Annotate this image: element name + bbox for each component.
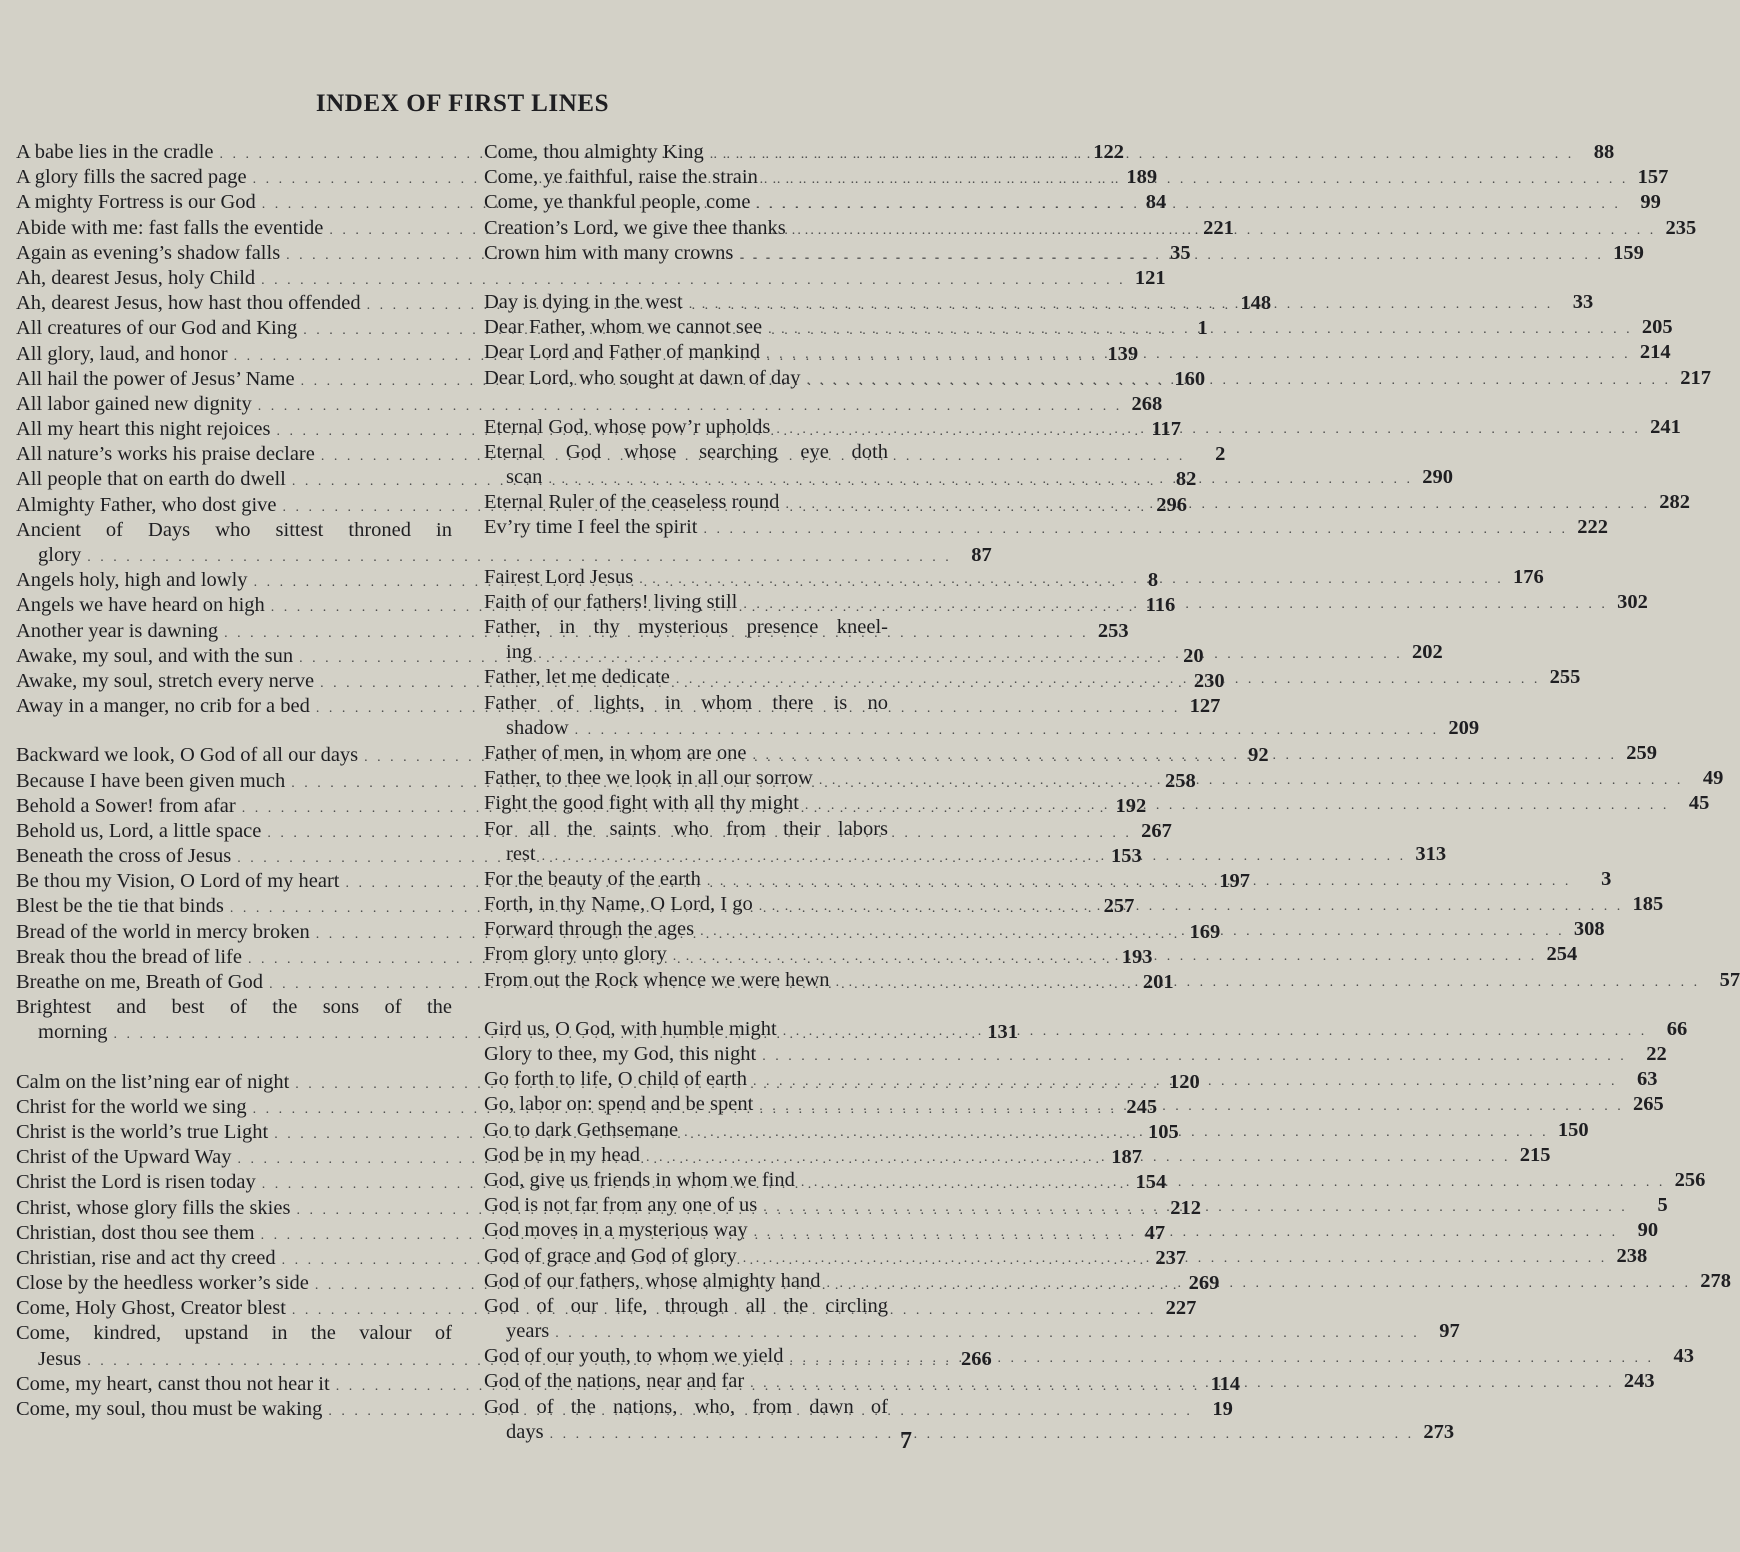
dot-leader xyxy=(739,243,1604,268)
entry-first-line: Fight the good fight with all thy might xyxy=(484,792,799,815)
dot-leader xyxy=(707,869,1572,894)
entry-hymn-number: 266 xyxy=(961,1347,992,1370)
entry-first-line: Behold us, Lord, a little space xyxy=(16,819,262,842)
dot-leader xyxy=(836,970,1701,995)
entry-hymn-number: 33 xyxy=(1572,290,1594,313)
dot-leader xyxy=(555,1321,1420,1346)
entry-hymn-number: 268 xyxy=(1131,392,1163,415)
entry-hymn-number: 82 xyxy=(1175,468,1197,491)
dot-leader xyxy=(785,492,1650,517)
entry-hymn-number: 221 xyxy=(1203,216,1234,239)
entry-first-line: Christ of the Upward Way xyxy=(16,1146,232,1169)
entry-first-line: Faith of our fathers! living still xyxy=(484,590,738,613)
entry-hymn-number: 212 xyxy=(1170,1196,1201,1219)
entry-hymn-number: 290 xyxy=(1422,466,1453,489)
entry-hymn-number: 47 xyxy=(1144,1221,1166,1244)
entry-first-line: Go to dark Gethsemane xyxy=(484,1118,679,1141)
entry-first-line: Come, ye thankful people, come xyxy=(484,191,751,214)
index-entry-first-line xyxy=(484,691,888,716)
entry-first-line-continued: rest xyxy=(506,842,536,865)
dot-leader xyxy=(819,768,1684,793)
entry-hymn-number: 22 xyxy=(1646,1043,1667,1065)
entry-first-line-continued: days xyxy=(506,1420,544,1443)
entry-hymn-number: 90 xyxy=(1637,1219,1659,1242)
page-title: INDEX OF FIRST LINES xyxy=(315,90,610,117)
entry-first-line: Christ is the world’s true Light xyxy=(16,1120,269,1143)
entry-first-line: Father of men, in whom are one xyxy=(484,741,747,764)
index-entry-first-line xyxy=(16,518,452,543)
page-number: 7 xyxy=(900,1428,912,1454)
dot-leader xyxy=(764,167,1629,192)
entry-first-line: All hail the power of Jesus’ Name xyxy=(16,367,295,390)
dot-leader xyxy=(753,1069,1618,1094)
index-entry-first-line xyxy=(484,1294,888,1319)
entry-first-line: God of our life, through all the circling xyxy=(484,1294,888,1317)
entry-first-line: Come, my heart, canst thou not hear it xyxy=(16,1372,330,1395)
entry-hymn-number: 282 xyxy=(1659,491,1690,514)
entry-hymn-number: 122 xyxy=(1093,141,1125,163)
entry-first-line-continued: scan xyxy=(506,466,543,489)
entry-hymn-number: 235 xyxy=(1665,216,1697,239)
entry-first-line: Dear Lord and Father of mankind xyxy=(484,341,761,364)
dot-leader xyxy=(710,142,1575,167)
entry-first-line: For all the saints who from their labors xyxy=(484,817,888,840)
entry-first-line: Eternal Ruler of the ceaseless round xyxy=(484,491,780,514)
dot-leader xyxy=(542,844,1407,869)
entry-hymn-number: 222 xyxy=(1577,516,1608,539)
entry-first-line: Day is dying in the west xyxy=(484,290,683,313)
entry-hymn-number: 131 xyxy=(987,1021,1018,1044)
entry-hymn-number: 192 xyxy=(1115,794,1147,817)
entry-first-line: Close by the heedless worker’s side xyxy=(16,1272,309,1295)
index-entry-first-line xyxy=(484,440,888,465)
entry-hymn-number: 257 xyxy=(1103,895,1135,918)
entry-first-line: Father of lights, in whom there is no xyxy=(484,691,888,714)
entry-hymn-number: 254 xyxy=(1546,943,1578,966)
entry-first-line: Christ, whose glory fills the skies xyxy=(16,1196,291,1219)
entry-hymn-number: 269 xyxy=(1188,1272,1220,1295)
index-entry xyxy=(484,1420,1455,1445)
entry-hymn-number: 176 xyxy=(1512,565,1544,588)
entry-hymn-number: 241 xyxy=(1650,415,1681,438)
entry-first-line: Eternal God, whose pow’r upholds xyxy=(484,415,771,438)
entry-hymn-number: 150 xyxy=(1557,1118,1589,1141)
index-entry xyxy=(484,1319,1460,1344)
entry-first-line: God of the nations, near and far xyxy=(484,1370,745,1393)
entry-first-line: A mighty Fortress is our God xyxy=(16,191,256,214)
entry-first-line: From out the Rock whence we were hewn xyxy=(484,968,830,991)
entry-first-line: Blest be the tie that binds xyxy=(16,895,224,918)
entry-first-line: All labor gained new dignity xyxy=(16,392,252,415)
entry-first-line: Because I have been given much xyxy=(16,769,286,792)
entry-first-line: Break thou the bread of life xyxy=(16,945,242,968)
index-entry-first-line xyxy=(484,615,888,640)
index-entry-first-line xyxy=(484,1395,888,1420)
entry-first-line: Glory to thee, my God, this night xyxy=(484,1043,757,1065)
dot-leader xyxy=(703,517,1568,542)
entry-first-line-continued: years xyxy=(506,1320,550,1343)
entry-hymn-number: 45 xyxy=(1688,792,1710,815)
entry-first-line: Calm on the list’ning ear of night xyxy=(16,1070,290,1093)
entry-hymn-number: 253 xyxy=(1097,619,1129,642)
entry-hymn-number: 313 xyxy=(1415,842,1447,865)
dot-leader xyxy=(538,642,1403,667)
entry-first-line: Brightest and best of the sons of the xyxy=(16,996,452,1019)
entry-first-line: God is not far from any one of us xyxy=(484,1194,758,1217)
entry-first-line: God, give us friends in whom we find xyxy=(484,1168,795,1191)
entry-hymn-number: 121 xyxy=(1134,266,1166,289)
entry-first-line: Eternal God whose searching eye doth xyxy=(484,440,888,463)
entry-first-line: From glory unto glory xyxy=(484,943,667,966)
entry-hymn-number: 84 xyxy=(1145,191,1167,214)
entry-first-line: Awake, my soul, stretch every nerve xyxy=(16,669,315,692)
entry-first-line: Go forth to life, O child of earth xyxy=(484,1068,748,1091)
entry-hymn-number: 116 xyxy=(1145,594,1176,617)
entry-first-line: For the beauty of the earth xyxy=(484,867,701,890)
entry-first-line: Come, my soul, thou must be waking xyxy=(16,1398,323,1420)
entry-first-line: Dear Father, whom we cannot see xyxy=(484,316,763,339)
entry-first-line: Ah, dearest Jesus, holy Child xyxy=(16,266,256,289)
entry-hymn-number: 205 xyxy=(1641,316,1673,339)
entry-hymn-number: 230 xyxy=(1193,669,1225,692)
entry-first-line: Come, kindred, upstand in the valour of xyxy=(16,1322,452,1345)
entry-first-line: All people that on earth do dwell xyxy=(16,468,286,491)
entry-hymn-number: 238 xyxy=(1616,1244,1648,1267)
dot-leader xyxy=(756,192,1621,217)
entry-hymn-number: 265 xyxy=(1633,1093,1664,1116)
entry-hymn-number: 169 xyxy=(1189,920,1221,943)
entry-hymn-number: 243 xyxy=(1623,1370,1655,1393)
dot-leader xyxy=(766,342,1631,367)
index-entry-first-line xyxy=(484,817,888,842)
entry-first-line: Crown him with many crowns xyxy=(484,241,734,264)
entry-hymn-number: 20 xyxy=(1183,644,1204,667)
entry-hymn-number: 256 xyxy=(1674,1168,1706,1191)
entry-first-line: Almighty Father, who dost give xyxy=(16,493,277,516)
dot-leader xyxy=(759,1094,1624,1119)
entry-hymn-number: 127 xyxy=(1189,695,1221,718)
entry-first-line-continued: shadow xyxy=(506,716,569,739)
entry-hymn-number: 35 xyxy=(1170,241,1191,264)
dot-leader xyxy=(783,1019,1648,1044)
entry-hymn-number: 92 xyxy=(1248,744,1269,767)
entry-first-line: God be in my head xyxy=(484,1143,640,1166)
entry-first-line: Christ the Lord is risen today xyxy=(16,1171,256,1194)
dot-leader xyxy=(754,1220,1619,1245)
entry-first-line: Fairest Lord Jesus xyxy=(484,565,634,588)
entry-first-line: All glory, laud, and honor xyxy=(16,342,228,365)
entry-first-line: God of grace and God of glory xyxy=(484,1244,737,1267)
entry-hymn-number: 117 xyxy=(1151,418,1181,441)
entry-hymn-number: 193 xyxy=(1121,945,1153,968)
entry-hymn-number: 66 xyxy=(1666,1017,1688,1040)
index-entry xyxy=(484,640,1443,665)
entry-first-line: Angels holy, high and lowly xyxy=(16,569,248,592)
dot-leader xyxy=(790,1346,1655,1371)
entry-first-line: God of the nations, who, from dawn of xyxy=(484,1395,888,1418)
dot-leader xyxy=(759,894,1624,919)
entry-hymn-number: 215 xyxy=(1519,1143,1551,1166)
entry-first-line: A glory fills the sacred page xyxy=(16,166,247,189)
index-entry-first-line xyxy=(16,995,452,1020)
entry-hymn-number: 87 xyxy=(971,544,992,566)
entry-hymn-number: 197 xyxy=(1219,870,1251,893)
entry-hymn-number: 255 xyxy=(1549,666,1581,689)
entry-first-line: All creatures of our God and King xyxy=(16,317,298,340)
entry-hymn-number: 214 xyxy=(1639,341,1671,364)
entry-first-line: Father, let me dedicate xyxy=(484,666,670,689)
entry-first-line-continued: ing xyxy=(506,641,533,664)
entry-first-line: Forth, in thy Name, O Lord, I go xyxy=(484,893,753,916)
entry-hymn-number: 148 xyxy=(1240,292,1272,315)
entry-hymn-number: 273 xyxy=(1423,1420,1455,1443)
entry-hymn-number: 202 xyxy=(1411,641,1443,664)
entry-first-line: Be thou my Vision, O Lord of my heart xyxy=(16,870,340,893)
entry-first-line: Awake, my soul, and with the sun xyxy=(16,644,294,667)
dot-leader xyxy=(807,368,1672,393)
entry-hymn-number: 296 xyxy=(1156,493,1188,516)
entry-first-line: Ah, dearest Jesus, how hast thou offended xyxy=(16,292,361,315)
entry-hymn-number: 139 xyxy=(1107,342,1139,365)
section-gap xyxy=(484,391,888,415)
entry-first-line: Again as evening’s shadow falls xyxy=(16,241,281,264)
entry-hymn-number: 258 xyxy=(1164,769,1196,792)
entry-hymn-number: 63 xyxy=(1637,1068,1658,1091)
entry-hymn-number: 88 xyxy=(1593,141,1615,163)
entry-hymn-number: 105 xyxy=(1148,1120,1179,1143)
dot-leader xyxy=(752,743,1617,768)
entry-hymn-number: 2 xyxy=(1215,443,1226,466)
entry-hymn-number: 19 xyxy=(1212,1398,1233,1420)
entry-hymn-number: 57 xyxy=(1719,968,1740,991)
entry-hymn-number: 187 xyxy=(1111,1146,1142,1169)
entry-hymn-number: 302 xyxy=(1617,590,1648,613)
dot-leader xyxy=(776,417,1641,442)
entry-first-line: Ancient of Days who sittest throned in xyxy=(16,518,452,541)
dot-leader xyxy=(646,1145,1511,1170)
entry-first-line: Angels we have heard on high xyxy=(16,594,265,617)
entry-hymn-number: 1 xyxy=(1197,317,1208,340)
dot-leader xyxy=(801,1170,1666,1195)
entry-hymn-number: 49 xyxy=(1702,767,1724,790)
entry-first-line: Away in a manger, no crib for a bed xyxy=(16,695,310,718)
dot-leader xyxy=(792,218,1657,243)
entry-first-line: Father, in thy mysterious presence kneel- xyxy=(484,616,888,638)
entry-hymn-number: 245 xyxy=(1126,1095,1158,1118)
dot-leader xyxy=(673,944,1538,969)
entry-hymn-number: 227 xyxy=(1165,1297,1197,1320)
entry-first-line: Forward through the ages xyxy=(484,918,695,941)
entry-first-line: Dear Lord, who sought at dawn of day xyxy=(484,366,801,389)
entry-first-line: Gird us, O God, with humble might xyxy=(484,1017,777,1040)
entry-first-line: Come, ye faithful, raise the strain xyxy=(484,166,758,189)
entry-first-line: All my heart this night rejoices xyxy=(16,418,271,441)
dot-leader xyxy=(684,1120,1549,1145)
dot-leader xyxy=(750,1371,1615,1396)
dot-leader xyxy=(689,292,1554,317)
dot-leader xyxy=(768,317,1633,342)
dot-leader xyxy=(550,1422,1415,1447)
entry-hymn-number: 185 xyxy=(1632,893,1664,916)
entry-hymn-number: 154 xyxy=(1135,1171,1167,1194)
dot-leader xyxy=(676,667,1541,692)
entry-hymn-number: 97 xyxy=(1439,1320,1460,1343)
index-entry xyxy=(16,392,1163,417)
entry-first-line: Go, labor on: spend and be spent xyxy=(484,1093,754,1116)
entry-first-line: Beneath the cross of Jesus xyxy=(16,845,232,868)
entry-first-line: Creation’s Lord, we give thee thanks xyxy=(484,216,786,239)
entry-hymn-number: 217 xyxy=(1680,366,1712,389)
entry-first-line: God of our youth, to whom we yield xyxy=(484,1345,784,1368)
entry-first-line: Another year is dawning xyxy=(16,619,219,642)
entry-hymn-number: 153 xyxy=(1110,845,1142,868)
dot-leader xyxy=(743,592,1608,617)
index-entry xyxy=(484,515,1608,540)
entry-hymn-number: 120 xyxy=(1169,1070,1200,1093)
entry-hymn-number: 159 xyxy=(1613,241,1644,264)
entry-first-line-continued: Jesus xyxy=(38,1347,82,1370)
entry-first-line: God of our fathers, whose almighty hand xyxy=(484,1269,821,1292)
entry-first-line-continued: glory xyxy=(38,544,82,566)
entry-first-line: Breathe on me, Breath of God xyxy=(16,971,264,993)
section-gap xyxy=(484,993,888,1017)
entry-first-line: Come, thou almighty King xyxy=(484,141,704,163)
entry-first-line: Bread of the world in mercy broken xyxy=(16,920,310,943)
entry-hymn-number: 267 xyxy=(1141,819,1172,842)
index-entry-first-line xyxy=(16,1321,452,1346)
section-gap xyxy=(16,719,452,743)
index-entry xyxy=(16,543,992,568)
entry-hymn-number: 201 xyxy=(1142,971,1174,993)
entry-first-line: All nature’s works his praise declare xyxy=(16,443,315,466)
entry-hymn-number: 278 xyxy=(1700,1269,1731,1292)
dot-leader xyxy=(575,718,1440,743)
entry-hymn-number: 209 xyxy=(1448,716,1480,739)
entry-first-line: Father, to thee we look in all our sorrow xyxy=(484,767,813,790)
entry-first-line: Christ for the world we sing xyxy=(16,1095,247,1118)
entry-hymn-number: 189 xyxy=(1126,166,1158,189)
entry-hymn-number: 99 xyxy=(1640,191,1661,214)
index-entry xyxy=(16,266,1166,291)
section-gap xyxy=(484,266,888,290)
dot-leader xyxy=(805,793,1670,818)
entry-hymn-number: 5 xyxy=(1657,1194,1668,1217)
dot-leader xyxy=(762,1044,1627,1069)
dot-leader xyxy=(639,567,1504,592)
entry-hymn-number: 3 xyxy=(1601,867,1612,890)
entry-hymn-number: 43 xyxy=(1673,1345,1694,1368)
entry-hymn-number: 308 xyxy=(1573,918,1605,941)
index-entry xyxy=(484,565,1544,590)
index-entry xyxy=(484,315,1673,340)
entry-first-line: God moves in a mysterious way xyxy=(484,1219,748,1242)
entry-first-line-continued: morning xyxy=(38,1021,108,1044)
entry-hymn-number: 237 xyxy=(1155,1246,1187,1269)
entry-first-line: Christian, rise and act thy creed xyxy=(16,1246,276,1269)
entry-hymn-number: 8 xyxy=(1147,569,1159,592)
entry-first-line: Come, Holy Ghost, Creator blest xyxy=(16,1297,286,1320)
section-gap xyxy=(484,541,888,565)
dot-leader xyxy=(826,1271,1691,1296)
entry-first-line: Abide with me: fast falls the eventide xyxy=(16,216,324,239)
entry-first-line: Ev’ry time I feel the spirit xyxy=(484,516,698,539)
dot-leader xyxy=(548,467,1413,492)
entry-first-line: A babe lies in the cradle xyxy=(16,141,214,163)
entry-first-line: Behold a Sower! from afar xyxy=(16,794,236,817)
entry-hymn-number: 114 xyxy=(1210,1372,1241,1395)
entry-hymn-number: 157 xyxy=(1637,166,1669,189)
dot-leader xyxy=(763,1195,1628,1220)
entry-hymn-number: 160 xyxy=(1174,367,1206,390)
index-entry xyxy=(484,1042,1667,1067)
entry-first-line: Christian, dost thou see them xyxy=(16,1221,255,1244)
entry-first-line: Backward we look, O God of all our days xyxy=(16,744,359,767)
index-entry xyxy=(484,716,1480,741)
dot-leader xyxy=(743,1246,1608,1271)
entry-hymn-number: 259 xyxy=(1626,741,1657,764)
section-gap xyxy=(16,1046,452,1070)
dot-leader xyxy=(700,919,1565,944)
